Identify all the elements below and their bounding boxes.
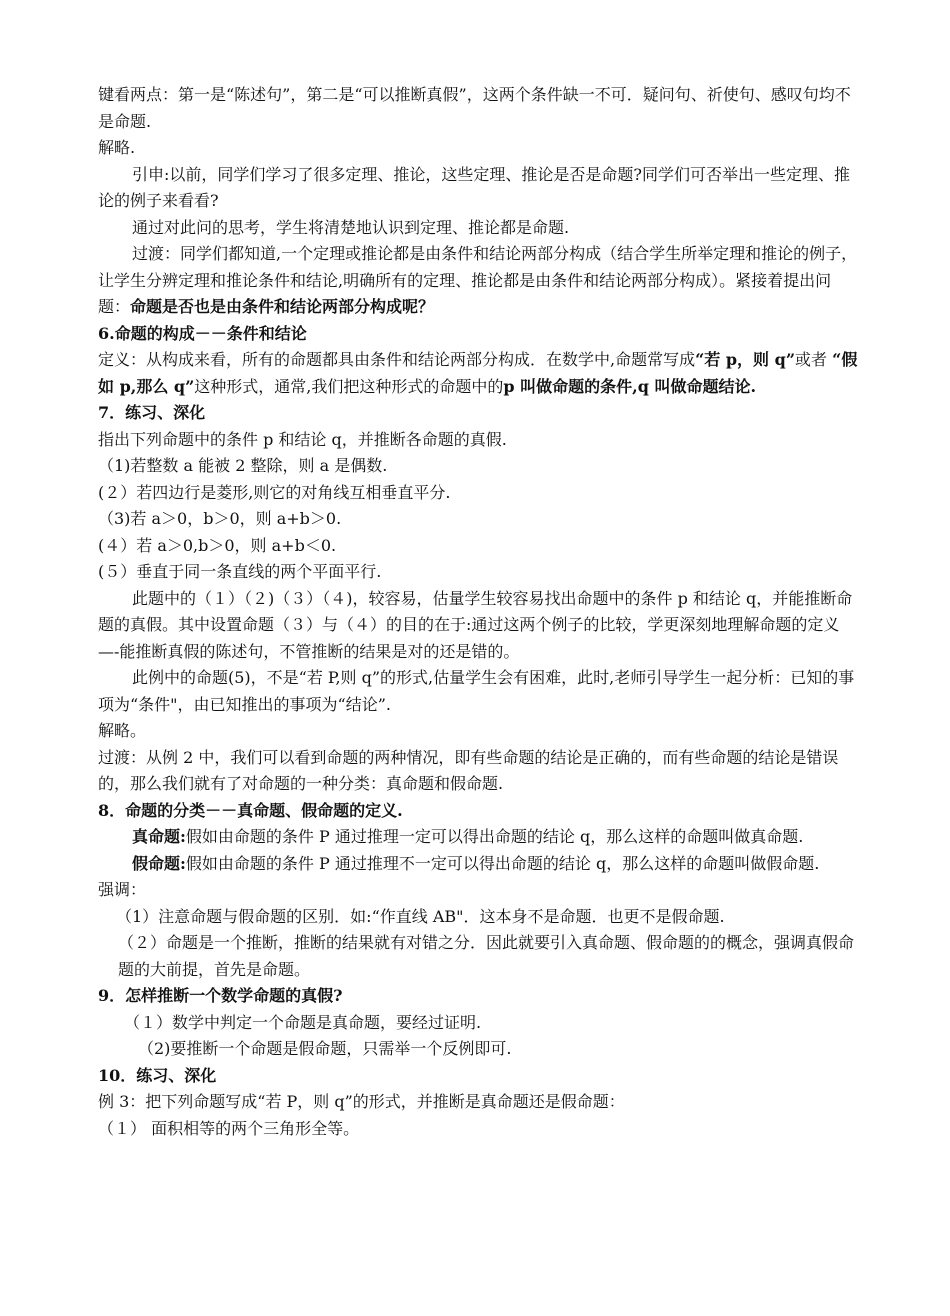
paragraph-example-3: 例 3：把下列命题写成“若 P，则 q”的形式，并推断是真命题还是假命题： (98, 1092, 625, 1111)
true-proposition-definition: 假如由命题的条件 P 通过推理一定可以得出命题的结论 q，那么这样的命题叫做真命题. (185, 827, 804, 846)
paragraph-transition (98, 241, 858, 321)
paragraph-emphasis: 强调： (98, 880, 147, 899)
emphasis-item-1: （1）注意命题与假命题的区别．如:“作直线 AB"．这本身不是命题．也更不是假命题. (116, 906, 725, 926)
heading-section-7: 7．练习、深化 (98, 403, 206, 422)
paragraph-extension: 引申:以前，同学们学习了很多定理、推论，这些定理、推论是否是命题?同学们可否举出一些定理、推论的例子来看看? (98, 164, 850, 210)
false-proposition-term: 假命题: (132, 853, 186, 873)
heading-section-6: 6.命题的构成－－条件和结论 (98, 323, 307, 343)
paragraph-reflection: 通过对此问的思考，学生将清楚地认识到定理、推论都是命题. (132, 217, 570, 237)
paragraph-exercise-intro: 指出下列命题中的条件 p 和结论 q，并推断各命题的真假. (98, 429, 507, 449)
definition-form-2: “假如 p,那么 q” (98, 350, 858, 396)
document-page (98, 82, 858, 1142)
heading-section-10: 10．练习、深化 (98, 1065, 217, 1085)
true-proposition-term: 真命题: (132, 827, 186, 846)
exercise-item-3: （3)若 a＞0，b＞0，则 a+b＞0. (98, 509, 342, 528)
paragraph-false-proposition (98, 851, 858, 878)
definition-conclusion: p 叫做命题的条件,q 叫做命题结论. (503, 376, 757, 396)
paragraph-solution-omitted-2: 解略。 (98, 721, 147, 740)
exercise-item-2: (２）若四边行是菱形,则它的对角线互相垂直平分. (98, 482, 451, 502)
transition-text: 过渡：同学们都知道,一个定理或推论都是由条件和结论两部分构成（结合学生所举定理和推论的例子，让学生分辨定理和推论条件和结论,明确所有的定理、推论都是由条件和结论两部分构成）。紧接着提出问题： (98, 244, 858, 316)
definition-form-1: “若 p，则 q” (695, 350, 796, 369)
paragraph-key-points: 键看两点：第一是“陈述句”，第二是“可以推断真假”，这两个条件缺一不可．疑问句、祈使句、感叹句均不是命题. (98, 85, 851, 131)
paragraph-analysis-2: 此例中的命题(5)，不是“若 P,则 q”的形式,估量学生会有困难，此时,老师引导学生一起分析：已知的事项为“条件"，由已知推出的事项为“结论”. (98, 668, 855, 714)
example-3-item-1: （１） 面积相等的两个三角形全等。 (98, 1118, 360, 1138)
paragraph-solution-omitted: 解略. (98, 138, 136, 157)
definition-text: 定义：从构成来看，所有的命题都具由条件和结论两部分构成．在数学中,命题常写成 (98, 350, 696, 369)
paragraph-transition-2: 过渡：从例 2 中，我们可以看到命题的两种情况，即有些命题的结论是正确的，而有些命题的结论是错误的，那么我们就有了对命题的一种分类：真命题和假命题. (98, 747, 839, 793)
judgement-item-2: （2)要推断一个命题是假命题，只需举一个反例即可. (138, 1039, 512, 1058)
false-proposition-definition: 假如由命题的条件 P 通过推理不一定可以得出命题的结论 q，那么这样的命题叫做假命题. (185, 853, 820, 873)
definition-or: 或者 (795, 350, 833, 369)
definition-text-2: 这种形式，通常,我们把这种形式的命题中的 (194, 376, 504, 396)
exercise-item-4: (４）若 a＞0,b＞0，则 a+b＜0. (98, 535, 337, 555)
exercise-item-1: （1)若整数 a 能被 2 整除，则 a 是偶数. (98, 456, 388, 475)
transition-question: 命题是否也是由条件和结论两部分构成呢？ (130, 297, 435, 316)
heading-section-8: 8．命题的分类－－真命题、假命题的定义. (98, 800, 403, 820)
exercise-item-5: (５）垂直于同一条直线的两个平面平行. (98, 562, 382, 581)
heading-section-9: 9．怎样推断一个数学命题的真假? (98, 986, 343, 1005)
paragraph-analysis-1: 此题中的（１）（２)（３）（４)，较容易，估量学生较容易找出命题中的条件 p 和结论 q，并能推断命题的真假。其中设置命题（３）与（４）的目的在于:通过这两个例子的比较，学更深刻地理解命题的定义—-能推断真假的陈述句，不管推断的结果是对的还是错的。 (98, 588, 853, 661)
paragraph-definition (98, 347, 858, 400)
judgement-item-1: （１）数学中判定一个命题是真命题，要经过证明. (124, 1012, 482, 1032)
paragraph-true-proposition (98, 824, 858, 851)
emphasis-item-2: （２）命题是一个推断，推断的结果就有对错之分．因此就要引入真命题、假命题的的概念，强调真假命题的大前提，首先是命题。 (118, 933, 855, 979)
